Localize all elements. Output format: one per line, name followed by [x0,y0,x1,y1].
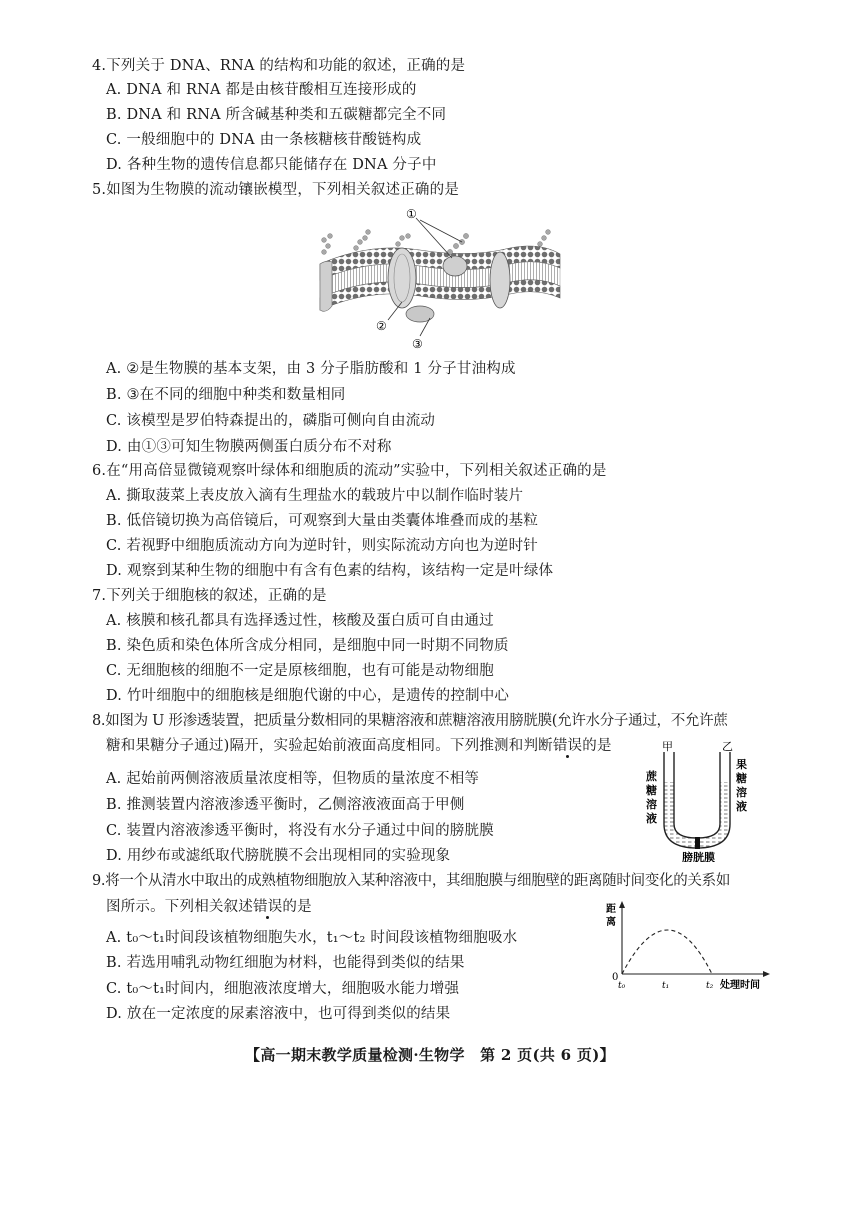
q6-option-b: B. 低倍镜切换为高倍镜后，可观察到大量由类囊体堆叠而成的基粒 [106,513,539,529]
tick-t1: t₁ [662,981,670,991]
q5-option-d: D. 由①③可知生物膜两侧蛋白质分布不对称 [106,439,392,455]
q9-stem-line1: 9.将一个从清水中取出的成熟植物细胞放入某种溶液中，其细胞膜与细胞壁的距离随时间变化的关系如 [92,873,731,889]
svg-text:糖: 糖 [736,772,747,785]
distance-time-graph [604,900,774,996]
q8-option-d: D. 用纱布或滤纸取代膀胱膜不会出现相同的实验现象 [106,848,451,864]
svg-text:离: 离 [606,917,616,928]
tick-t0: t₀ [618,981,626,991]
q9-stem-line2: 图所示。下列相关叙述错误的是 [106,899,312,915]
q4-option-c: C. 一般细胞中的 DNA 由一条核糖核苷酸链构成 [106,132,422,148]
q6-option-d: D. 观察到某种生物的细胞中有含有色素的结构，该结构一定是叶绿体 [106,563,554,579]
label-3: ③ [412,337,423,351]
q8-option-b: B. 推测装置内溶液渗透平衡时，乙侧溶液液面高于甲侧 [106,797,465,813]
q5-option-b: B. ③在不同的细胞中种类和数量相同 [106,387,346,403]
tick-t2: t₂ [706,981,714,991]
q8-stem-line1: 8.如图为 U 形渗透装置，把质量分数相同的果糖溶液和蔗糖溶液用膀胱膜(允许水分子通过，不允许蔗 [92,713,728,729]
q4-option-d: D. 各种生物的遗传信息都只能储存在 DNA 分子中 [106,157,437,173]
membrane-model-figure [310,202,570,352]
label-fructose [736,757,747,813]
label-membrane: 膀胱膜 [682,851,715,862]
q7-option-c: C. 无细胞核的细胞不一定是原核细胞，也有可能是动物细胞 [106,663,494,679]
q9-emphasis: 错误 [253,899,283,915]
q4-stem: 4.下列关于 DNA、RNA 的结构和功能的叙述，正确的是 [92,58,466,74]
origin-label: 0 [612,972,619,983]
label-sucrose [646,769,658,825]
q6-option-a: A. 撕取菠菜上表皮放入滴有生理盐水的载玻片中以制作临时装片 [106,488,524,504]
label-jia: 甲 [662,740,673,753]
svg-text:蔗: 蔗 [646,770,657,783]
svg-text:果: 果 [736,758,747,771]
q7-option-d: D. 竹叶细胞中的细胞核是细胞代谢的中心，是遗传的控制中心 [106,688,510,704]
q9-option-d: D. 放在一定浓度的尿素溶液中，也可得到类似的结果 [106,1006,451,1022]
q6-option-c: C. 若视野中细胞质流动方向为逆时针，则实际流动方向也为逆时针 [106,538,538,554]
q9-option-b: B. 若选用哺乳动物红细胞为材料，也能得到类似的结果 [106,955,465,971]
label-yi: 乙 [722,740,733,753]
svg-text:溶: 溶 [646,798,657,811]
label-1: ① [406,207,417,221]
u-tube-figure [622,740,772,862]
q5-option-a: A. ②是生物膜的基本支架，由 3 分子脂肪酸和 1 分子甘油构成 [106,361,516,377]
q7-option-b: B. 染色质和染色体所含成分相同，是细胞中同一时期不同物质 [106,638,509,654]
fluid-mosaic-diagram [310,202,570,352]
svg-text:糖: 糖 [646,784,657,797]
svg-text:溶: 溶 [736,786,747,799]
q5-option-c: C. 该模型是罗伯特森提出的，磷脂可侧向自由流动 [106,413,436,429]
q6-stem: 6.在“用高倍显微镜观察叶绿体和细胞质的流动”实验中，下列相关叙述正确的是 [92,463,607,479]
q5-stem: 5.如图为生物膜的流动镶嵌模型，下列相关叙述正确的是 [92,182,460,198]
label-2: ② [376,319,387,333]
svg-text:液: 液 [646,812,657,825]
y-axis-label [606,902,616,928]
q8-stem-line2: 糖和果糖分子通过)隔开，实验起始前液面高度相同。下列推测和判断错误的是 [106,738,612,754]
q9-option-a: A. t₀～t₁时间段该植物细胞失水，t₁～t₂ 时间段该植物细胞吸水 [106,930,518,946]
page-footer: 【高一期末教学质量检测·生物学 第 2 页(共 6 页)】 [245,1046,615,1064]
x-axis-label: 处理时间 [720,980,760,991]
q7-stem: 7.下列关于细胞核的叙述，正确的是 [92,588,327,604]
q9-option-c: C. t₀～t₁时间内，细胞液浓度增大，细胞吸水能力增强 [106,981,460,997]
q4-option-a: A. DNA 和 RNA 都是由核苷酸相互连接形成的 [106,82,417,98]
q8-option-c: C. 装置内溶液渗透平衡时，将没有水分子通过中间的膀胱膜 [106,823,494,839]
q7-option-a: A. 核膜和核孔都具有选择透过性，核酸及蛋白质可自由通过 [106,613,494,629]
q4-option-b: B. DNA 和 RNA 所含碱基种类和五碳糖都完全不同 [106,107,447,123]
q8-emphasis: 错误 [552,738,583,754]
svg-text:液: 液 [736,800,747,813]
svg-text:距: 距 [606,904,616,915]
q8-option-a: A. 起始前两侧溶液质量浓度相等，但物质的量浓度不相等 [106,771,480,787]
